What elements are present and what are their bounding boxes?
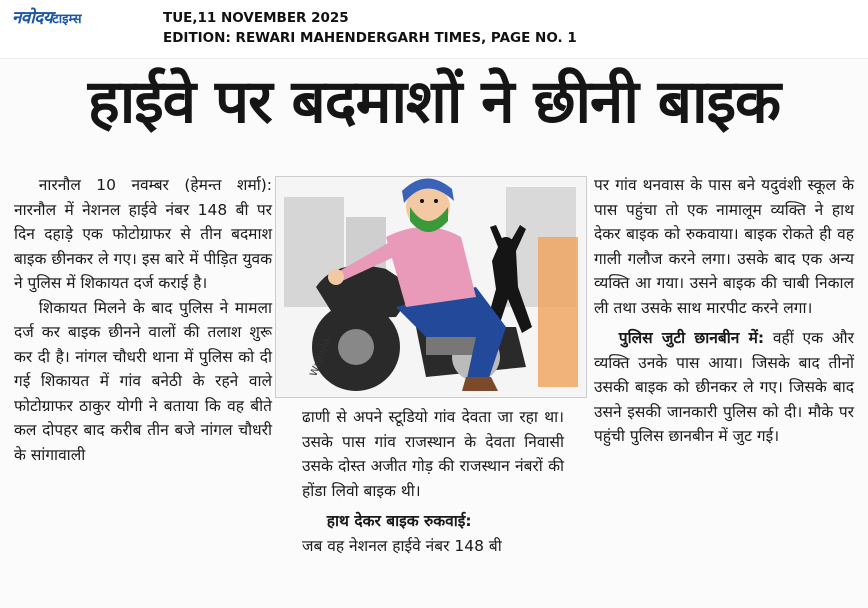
paragraph: पर गांव थनवास के पास बने यदुवंशी स्कूल के पास पहुंचा तो एक नामालूम व्यक्ति ने हाथ देकर बाइक को रुकवाया। बाइक रोकते ही वह गाली गलौज करने लगा। उसके बाद एक अन्य व्यक्ति आ गया। उसने बाइक की चाबी निकाल ली तथा उसके साथ मारपीट करने लगा। (594, 176, 854, 317)
masthead (0, 0, 868, 54)
paragraph: वहीं एक और व्यक्ति उनके पास आया। जिसके बाद तीनों उसकी बाइक को छीनकर ले गए। जिसके बाद उसने इसकी जानकारी पुलिस को दी। मौके पर पहुंची पुलिस छानबीन में जुट गई। (594, 329, 854, 445)
article-headline: हाईवे पर बदमाशों ने छीनी बाइक (87, 67, 781, 137)
subheading: पुलिस जुटी छानबीन में: (618, 329, 765, 347)
paragraph: नारनौल 10 नवम्बर (हेमन्त शर्मा): नारनौल में नेशनल हाईवे नंबर 148 बी पर दिन दहाड़े एक फोटोग्राफर से तीन बदमाश बाइक छीनकर ले गए। इस बारे में पीड़ित युवक ने पुलिस में शिकायत दर्ज कराई है। (14, 176, 272, 292)
edition-name: EDITION: REWARI MAHENDERGARH TIMES, PAGE NO. 1 (163, 30, 577, 46)
edition-info (163, 8, 577, 48)
logo-main-text: नवोदय (12, 8, 53, 28)
newspaper-logo[interactable] (12, 10, 82, 27)
article-column-3 (594, 173, 854, 449)
subheading: हाथ देकर बाइक रुकवाई: (326, 512, 472, 530)
paragraph: शिकायत मिलने के बाद पुलिस ने मामला दर्ज कर बाइक छीनने वालों की तलाश शुरू कर दी है। नांगल चौधरी थाना में पुलिस को दी गई शिकायत में गांव बनेठी के रहने वाले फोटोग्राफर ठाकुर योगी ने बताया कि वह बीते कल दोपहर बाद करीब तीन बजे नांगल चौधरी के सांगावाली (14, 298, 272, 464)
article-illustration (275, 176, 587, 398)
bike-snatcher-cartoon (276, 177, 587, 398)
cartoonist-signature: Wajhula (308, 336, 333, 379)
paragraph: जब वह नेशनल हाईवे नंबर 148 बी (302, 536, 502, 555)
issue-date: TUE,11 NOVEMBER 2025 (163, 10, 349, 26)
logo-sub-text: टाइम्स (52, 12, 82, 27)
paragraph: ढाणी से अपने स्टूडियो गांव देवता जा रहा था। उसके पास गांव राजस्थान के देवता निवासी उसके दोस्त अजीत गोड़ की राजस्थान नंबरों की होंडा लिवो बाइक थी। (302, 408, 564, 500)
article-column-1 (14, 173, 272, 467)
article-column-2 (302, 405, 564, 558)
